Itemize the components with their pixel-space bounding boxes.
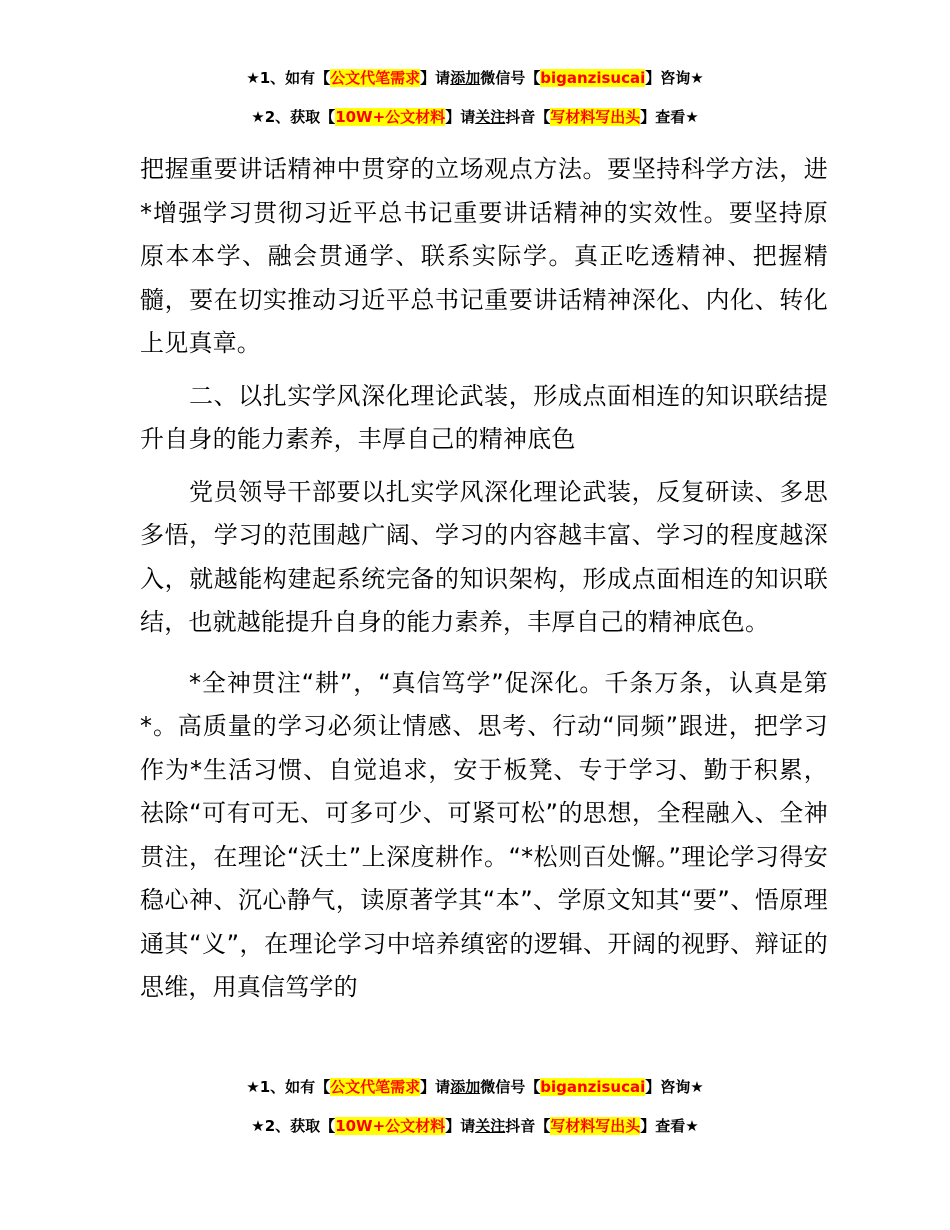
paragraph-3: 党员领导干部要以扎实学风深化理论武装，反复研读、多思多悟，学习的范围越广阔、学习的内容越丰富、学习的程度越深入，就越能构建起系统完备的知识架构，形成点面相连的知识联结，也就越能提升自身的能力素养，丰厚自己的精神底色。 (140, 477, 828, 636)
header-line-2-text-2: 抖音【 (505, 108, 551, 126)
header-line-2-text: 】请 (445, 108, 476, 126)
paragraph-4: *全神贯注“耕”，“真信笃学”促深化。千条万条，认真是第*。高质量的学习必须让情感、思考、行动“同频”跟进，把学习作为*生活习惯、自觉追求，安于板凳、专于学习、勤于积累，祛除“可有可无、可多可少、可紧可松”的思想，全程融入、全神贯注，在理论“沃土”上深度耕作。“*松则百处懈。”理论学习得安稳心神、沉心静气，读原著学其“本”、学原文知其“要”、悟原理通其“义”，在理论学习中培养缜密的逻辑、开阔的视野、辩证的思维，用真信笃学的 (140, 668, 828, 1001)
header-line-1-prefix: ★1、如有【 (246, 69, 331, 87)
header-line-2-prefix: ★2、获取【 (251, 108, 336, 126)
footer-line-1-suffix: 】咨询★ (645, 1078, 704, 1096)
footer-line-2-suffix: 】查看★ (640, 1117, 699, 1135)
footer-line-2-text-2: 抖音【 (505, 1117, 551, 1135)
document-body (140, 148, 828, 1010)
header-promo-line-2 (0, 106, 950, 128)
header-promo-line-1 (0, 67, 950, 89)
header-line-1-suffix: 】咨询★ (645, 69, 704, 87)
footer-promo-line-1 (0, 1076, 950, 1098)
footer-line-2-text: 】请 (445, 1117, 476, 1135)
footer-line-1-underlined: 添加 (450, 1078, 481, 1096)
header-line-2-suffix: 】查看★ (640, 108, 699, 126)
footer-line-2-underlined: 关注 (475, 1117, 506, 1135)
paragraph-1: 把握重要讲话精神中贯穿的立场观点方法。要坚持科学方法，进*增强学习贯彻习近平总书记重要讲话精神的实效性。要坚持原原本本学、融会贯通学、联系实际学。真正吃透精神、把握精髓，要在切实推动习近平总书记重要讲话精神深化、内化、转化上见真章。 (140, 155, 828, 357)
header-line-2-highlight-douyin: 写材料写出头 (550, 108, 641, 126)
header-line-2-highlight-materials: 10W+公文材料 (335, 108, 446, 126)
footer-line-1-highlight-service: 公文代笔需求 (330, 1078, 421, 1096)
header-line-2-underlined: 关注 (475, 108, 506, 126)
header-line-1-underlined: 添加 (450, 69, 481, 87)
footer-line-1-text-2: 微信号【 (480, 1078, 541, 1096)
header-line-1-highlight-service: 公文代笔需求 (330, 69, 421, 87)
footer-line-2-highlight-materials: 10W+公文材料 (335, 1117, 446, 1135)
footer-line-1-text: 】请 (420, 1078, 451, 1096)
header-line-1-text-2: 微信号【 (480, 69, 541, 87)
footer-line-1-highlight-wechat-id: biganzisucai (540, 1078, 646, 1096)
footer-promo-line-2 (0, 1115, 950, 1137)
header-line-1-highlight-wechat-id: biganzisucai (540, 69, 646, 87)
footer-line-1-prefix: ★1、如有【 (246, 1078, 331, 1096)
header-line-1-text: 】请 (420, 69, 451, 87)
footer-line-2-highlight-douyin: 写材料写出头 (550, 1117, 641, 1135)
footer-line-2-prefix: ★2、获取【 (251, 1117, 336, 1135)
section-heading-2: 二、以扎实学风深化理论武装，形成点面相连的知识联结提升自身的能力素养，丰厚自己的精神底色 (140, 381, 828, 453)
